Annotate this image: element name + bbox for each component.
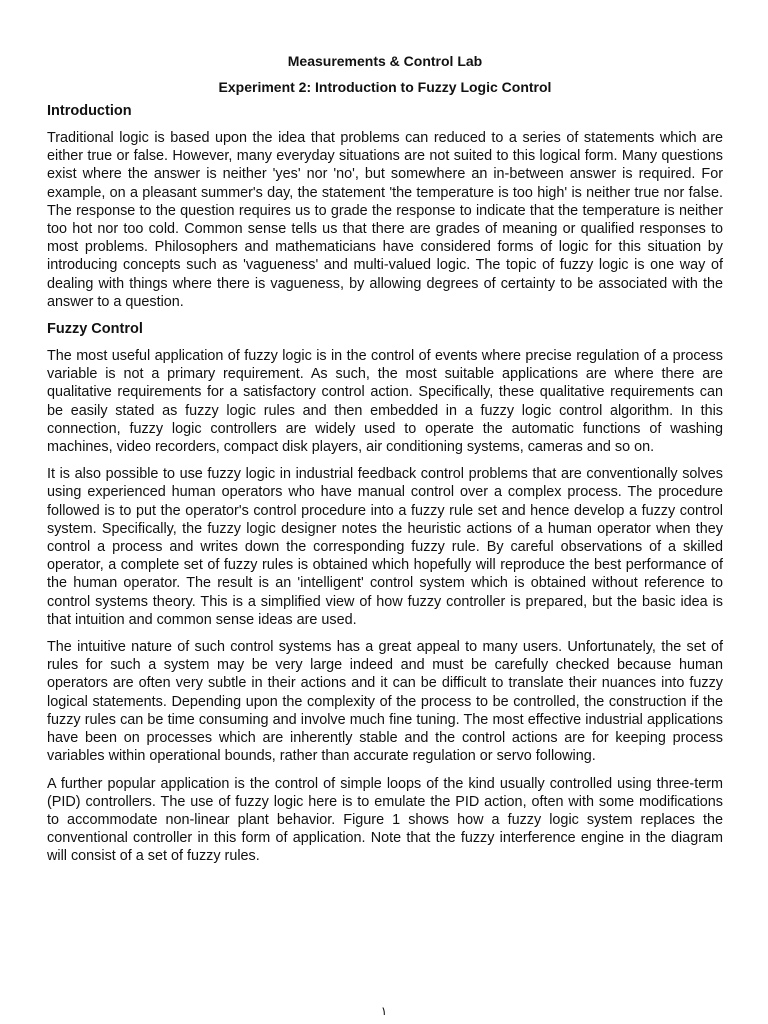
lab-title: Measurements & Control Lab [287, 53, 483, 69]
intro-paragraph: Traditional logic is based upon the idea that problems can reduced to a series of statements which are either true or false. However, many everyday situations are not suited to this logical form. Many questions exist where the answer is neither 'yes' nor 'no', but somewhere an in-between answer is required. For example, on a pleasant summer's day, the statement 'the temperature is too high' is neither true nor false. The response to the question requires us to grade the response to indicate that the temperature is neither too hot nor too cold. Common sense tells us that there are grades of meaning or qualified responses to most problems. Philosophers and mathematicians have considered forms of logic for this situation by introducing concepts such as 'vagueness' and multi-valued logic. The topic of fuzzy logic is one way of dealing with things where there is vagueness, by allowing degrees of certainty to be associated with the answer to a question. [47, 130, 723, 310]
experiment-title: Experiment 2: Introduction to Fuzzy Logic Control [218, 79, 552, 95]
document-page [47, 52, 723, 875]
fuzzy-control-paragraph-1: The most useful application of fuzzy logic is in the control of events where precise regulation of a process variable is not a primary requirement. As such, the most suitable applications are where there are qualitative requirements for a satisfactory control action. Specifically, these qualitative requirements can be easily stated as fuzzy logic rules and then embedded in a fuzzy logic control algorithm. In this connection, fuzzy logic controllers are widely used to operate the automatic functions of washing machines, video recorders, compact disk players, air conditioning systems, cameras and so on. [47, 348, 723, 456]
fuzzy-control-paragraph-4: A further popular application is the control of simple loops of the kind usually controlled using three-term (PID) controllers. The use of fuzzy logic here is to emulate the PID action, often with some modifications to accommodate non-linear plant behavior. Figure 1 shows how a fuzzy logic system replaces the conventional controller in this form of application. Note that the fuzzy interference engine in the diagram will consist of a set of fuzzy rules. [47, 775, 723, 865]
fuzzy-control-paragraph-3: The intuitive nature of such control systems has a great appeal to many users. Unfortunately, the set of rules for such a system may be very large indeed and must be carefully checked because human operators are often very subtle in their actions and it can be difficult to translate their nuances into fuzzy logical statements. Depending upon the complexity of the process to be controlled, the construction if the fuzzy rules can be time consuming and involve much fine tuning. The most effective industrial applications have been on processes which are inherently stable and the control actions are for keeping process variables within operational bounds, rather than accurate regulation or servo following. [47, 639, 723, 765]
fuzzy-control-paragraph-2: It is also possible to use fuzzy logic in industrial feedback control problems that are conventionally solves using experienced human operators who have manual control over a complex process. The procedure followed is to put the operator's control procedure into a fuzzy rule set and hence develop a fuzzy control system. Specifically, the fuzzy logic designer notes the heuristic actions of a human operator when they control a process and writes down the corresponding fuzzy rule. By careful observations of a skilled operator, a complete set of fuzzy rules is obtained which hopefully will reproduce the best performance of the human operator. The result is an 'intelligent' control system which is obtained without reference to control systems theory. This is a simplified view of how fuzzy controller is prepared, but the basic idea is that intuition and common sense ideas are used. [47, 466, 723, 628]
page-number: ١ [380, 1004, 388, 1018]
section-heading-fuzzy-control: Fuzzy Control [47, 321, 143, 338]
section-heading-introduction: Introduction [47, 103, 132, 119]
